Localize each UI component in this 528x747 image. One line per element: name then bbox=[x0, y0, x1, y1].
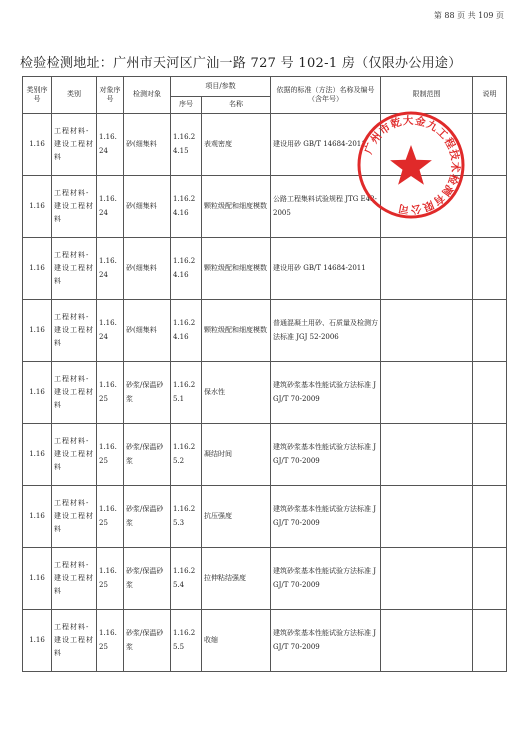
cell-item-name: 抗压强度 bbox=[202, 486, 271, 548]
cell-item-name: 颗粒级配和细度模数 bbox=[202, 238, 271, 300]
cell-item-no: 1.16.25.2 bbox=[171, 424, 202, 486]
cell-standard: 建筑砂浆基本性能试验方法标准 JGJ/T 70-2009 bbox=[271, 486, 381, 548]
cell-object: 砂(细集料 bbox=[124, 238, 171, 300]
cell-limit bbox=[381, 610, 473, 672]
cell-category-no: 1.16 bbox=[23, 362, 52, 424]
cell-category-no: 1.16 bbox=[23, 176, 52, 238]
table-row bbox=[23, 362, 507, 424]
cell-category: 工程材料-建设工程材料 bbox=[52, 362, 97, 424]
lab-address: 检验检测地址：广州市天河区广汕一路 727 号 102-1 房（仅限办公用途） bbox=[20, 56, 462, 71]
header-sub-no: 序号 bbox=[171, 97, 202, 114]
table-row bbox=[23, 238, 507, 300]
seal-text: 广州市乾大金九工程技术检测有限公司 bbox=[362, 114, 462, 216]
cell-category: 工程材料-建设工程材料 bbox=[52, 486, 97, 548]
cell-category: 工程材料-建设工程材料 bbox=[52, 424, 97, 486]
cell-standard: 普通混凝土用砂、石质量及检测方法标准 JGJ 52-2006 bbox=[271, 300, 381, 362]
cell-standard: 建筑砂浆基本性能试验方法标准 JGJ/T 70-2009 bbox=[271, 424, 381, 486]
header-category: 类别 bbox=[52, 77, 97, 114]
cell-category-no: 1.16 bbox=[23, 548, 52, 610]
cell-object: 砂浆/保温砂浆 bbox=[124, 610, 171, 672]
cell-object-no: 1.16.24 bbox=[97, 176, 124, 238]
cell-limit bbox=[381, 300, 473, 362]
cell-note bbox=[473, 610, 507, 672]
cell-limit bbox=[381, 362, 473, 424]
cell-object: 砂(细集料 bbox=[124, 114, 171, 176]
cell-object: 砂(细集料 bbox=[124, 300, 171, 362]
table-row bbox=[23, 486, 507, 548]
table-row bbox=[23, 610, 507, 672]
cell-object: 砂浆/保温砂浆 bbox=[124, 362, 171, 424]
cell-item-no: 1.16.25.5 bbox=[171, 610, 202, 672]
cell-note bbox=[473, 548, 507, 610]
header-object: 检测对象 bbox=[124, 77, 171, 114]
cell-standard: 公路工程集料试验规程 JTG E42-2005 bbox=[271, 176, 381, 238]
cell-standard: 建筑砂浆基本性能试验方法标准 JGJ/T 70-2009 bbox=[271, 362, 381, 424]
header-limit: 限制范围 bbox=[381, 77, 473, 114]
cell-category: 工程材料-建设工程材料 bbox=[52, 114, 97, 176]
cell-object: 砂浆/保温砂浆 bbox=[124, 548, 171, 610]
cell-object-no: 1.16.25 bbox=[97, 548, 124, 610]
cell-standard: 建筑砂浆基本性能试验方法标准 JGJ/T 70-2009 bbox=[271, 610, 381, 672]
cell-object-no: 1.16.25 bbox=[97, 610, 124, 672]
cell-standard: 建筑砂浆基本性能试验方法标准 JGJ/T 70-2009 bbox=[271, 548, 381, 610]
header-standard: 依据的标准（方法）名称及编号（含年号） bbox=[271, 77, 381, 114]
table-row bbox=[23, 548, 507, 610]
cell-item-name: 收缩 bbox=[202, 610, 271, 672]
cell-object-no: 1.16.24 bbox=[97, 238, 124, 300]
cell-item-no: 1.16.24.16 bbox=[171, 300, 202, 362]
cell-note bbox=[473, 238, 507, 300]
cell-object: 砂浆/保温砂浆 bbox=[124, 486, 171, 548]
cell-item-name: 凝结时间 bbox=[202, 424, 271, 486]
cell-category: 工程材料-建设工程材料 bbox=[52, 238, 97, 300]
cell-category: 工程材料-建设工程材料 bbox=[52, 548, 97, 610]
cell-item-name: 颗粒级配和细度模数 bbox=[202, 176, 271, 238]
cell-limit bbox=[381, 424, 473, 486]
seal-star-icon bbox=[390, 145, 432, 185]
cell-note bbox=[473, 424, 507, 486]
cell-category-no: 1.16 bbox=[23, 610, 52, 672]
cell-object-no: 1.16.25 bbox=[97, 486, 124, 548]
cell-item-name: 拉伸粘结强度 bbox=[202, 548, 271, 610]
cell-object-no: 1.16.25 bbox=[97, 424, 124, 486]
official-seal-stamp bbox=[356, 110, 466, 220]
cell-object: 砂(细集料 bbox=[124, 176, 171, 238]
cell-item-no: 1.16.25.3 bbox=[171, 486, 202, 548]
cell-category: 工程材料-建设工程材料 bbox=[52, 300, 97, 362]
cell-item-no: 1.16.25.4 bbox=[171, 548, 202, 610]
header-object-no: 对象序号 bbox=[97, 77, 124, 114]
cell-object: 砂浆/保温砂浆 bbox=[124, 424, 171, 486]
table-row bbox=[23, 300, 507, 362]
cell-item-no: 1.16.24.16 bbox=[171, 176, 202, 238]
cell-category: 工程材料-建设工程材料 bbox=[52, 176, 97, 238]
cell-category: 工程材料-建设工程材料 bbox=[52, 610, 97, 672]
cell-standard: 建设用砂 GB/T 14684-2011 bbox=[271, 238, 381, 300]
cell-standard: 建设用砂 GB/T 14684-2011 bbox=[271, 114, 381, 176]
cell-category-no: 1.16 bbox=[23, 238, 52, 300]
cell-item-name: 保水性 bbox=[202, 362, 271, 424]
header-sub-name: 名称 bbox=[202, 97, 271, 114]
cell-object-no: 1.16.25 bbox=[97, 362, 124, 424]
cell-category-no: 1.16 bbox=[23, 424, 52, 486]
cell-category-no: 1.16 bbox=[23, 486, 52, 548]
cell-item-name: 表观密度 bbox=[202, 114, 271, 176]
header-category-no: 类别序号 bbox=[23, 77, 52, 114]
cell-limit bbox=[381, 238, 473, 300]
cell-note bbox=[473, 114, 507, 176]
cell-note bbox=[473, 362, 507, 424]
cell-note bbox=[473, 176, 507, 238]
cell-object-no: 1.16.24 bbox=[97, 114, 124, 176]
cell-limit bbox=[381, 548, 473, 610]
cell-item-no: 1.16.24.15 bbox=[171, 114, 202, 176]
cell-note bbox=[473, 300, 507, 362]
cell-item-no: 1.16.25.1 bbox=[171, 362, 202, 424]
cell-item-name: 颗粒级配和细度模数 bbox=[202, 300, 271, 362]
cell-note bbox=[473, 486, 507, 548]
cell-category-no: 1.16 bbox=[23, 114, 52, 176]
cell-item-no: 1.16.24.16 bbox=[171, 238, 202, 300]
cell-limit bbox=[381, 486, 473, 548]
header-item-param: 项目/参数 bbox=[171, 77, 271, 97]
page-number: 第 88 页 共 109 页 bbox=[433, 11, 504, 20]
cell-object-no: 1.16.24 bbox=[97, 300, 124, 362]
table-row bbox=[23, 424, 507, 486]
header-note: 说明 bbox=[473, 77, 507, 114]
cell-category-no: 1.16 bbox=[23, 300, 52, 362]
